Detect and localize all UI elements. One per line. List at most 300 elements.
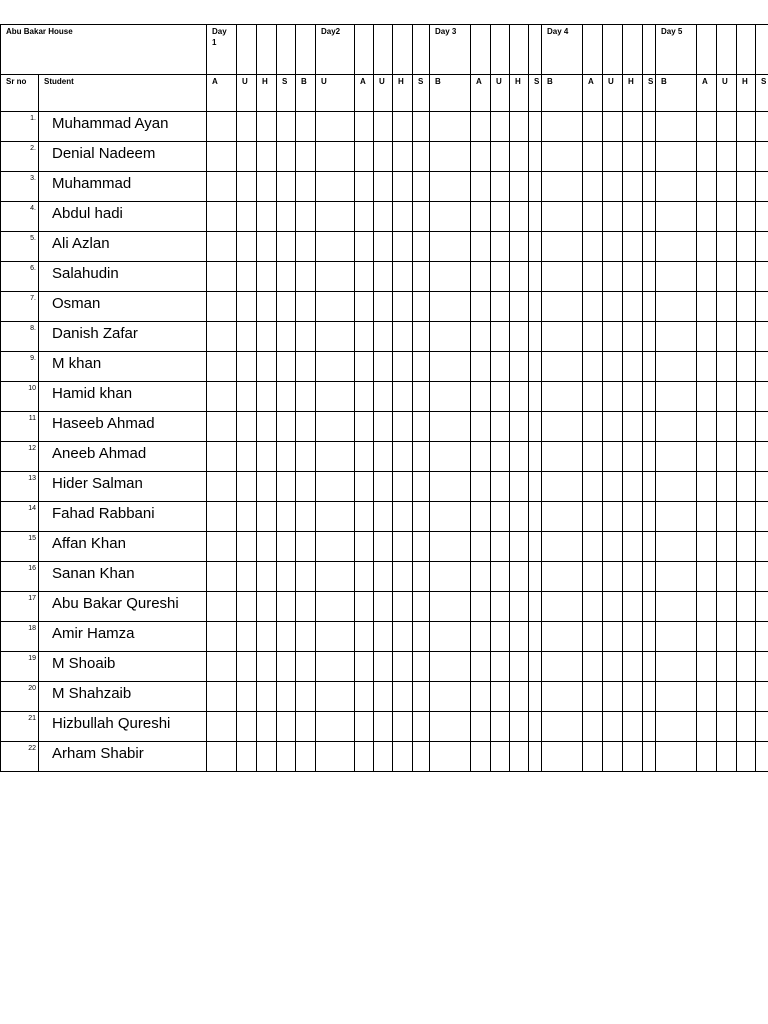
attendance-cell[interactable] — [510, 652, 529, 682]
attendance-cell[interactable] — [656, 712, 697, 742]
attendance-cell[interactable] — [491, 532, 510, 562]
attendance-cell[interactable] — [737, 232, 756, 262]
attendance-cell[interactable] — [430, 172, 471, 202]
attendance-cell[interactable] — [603, 262, 623, 292]
attendance-cell[interactable] — [510, 532, 529, 562]
attendance-cell[interactable] — [529, 592, 542, 622]
attendance-cell[interactable] — [237, 682, 257, 712]
attendance-cell[interactable] — [717, 532, 737, 562]
attendance-cell[interactable] — [491, 292, 510, 322]
attendance-cell[interactable] — [207, 412, 237, 442]
attendance-cell[interactable] — [207, 172, 237, 202]
attendance-cell[interactable] — [583, 532, 603, 562]
attendance-cell[interactable] — [393, 502, 413, 532]
attendance-cell[interactable] — [491, 652, 510, 682]
attendance-cell[interactable] — [491, 352, 510, 382]
attendance-cell[interactable] — [643, 232, 656, 262]
attendance-cell[interactable] — [237, 622, 257, 652]
attendance-cell[interactable] — [656, 232, 697, 262]
attendance-cell[interactable] — [237, 502, 257, 532]
attendance-cell[interactable] — [471, 262, 491, 292]
attendance-cell[interactable] — [717, 502, 737, 532]
attendance-cell[interactable] — [756, 142, 768, 172]
attendance-cell[interactable] — [374, 532, 393, 562]
attendance-cell[interactable] — [697, 712, 717, 742]
attendance-cell[interactable] — [316, 322, 355, 352]
attendance-cell[interactable] — [623, 442, 643, 472]
attendance-cell[interactable] — [257, 202, 277, 232]
attendance-cell[interactable] — [237, 322, 257, 352]
attendance-cell[interactable] — [491, 262, 510, 292]
attendance-cell[interactable] — [491, 232, 510, 262]
attendance-cell[interactable] — [277, 502, 296, 532]
attendance-cell[interactable] — [374, 622, 393, 652]
attendance-cell[interactable] — [717, 742, 737, 772]
attendance-cell[interactable] — [603, 232, 623, 262]
attendance-cell[interactable] — [374, 742, 393, 772]
attendance-cell[interactable] — [623, 172, 643, 202]
attendance-cell[interactable] — [413, 502, 430, 532]
attendance-cell[interactable] — [583, 412, 603, 442]
attendance-cell[interactable] — [717, 262, 737, 292]
attendance-cell[interactable] — [374, 232, 393, 262]
attendance-cell[interactable] — [510, 172, 529, 202]
attendance-cell[interactable] — [643, 742, 656, 772]
attendance-cell[interactable] — [430, 412, 471, 442]
attendance-cell[interactable] — [656, 682, 697, 712]
attendance-cell[interactable] — [316, 442, 355, 472]
attendance-cell[interactable] — [529, 682, 542, 712]
attendance-cell[interactable] — [643, 652, 656, 682]
attendance-cell[interactable] — [542, 112, 583, 142]
attendance-cell[interactable] — [623, 262, 643, 292]
attendance-cell[interactable] — [510, 742, 529, 772]
attendance-cell[interactable] — [471, 202, 491, 232]
attendance-cell[interactable] — [237, 172, 257, 202]
attendance-cell[interactable] — [430, 442, 471, 472]
attendance-cell[interactable] — [471, 652, 491, 682]
attendance-cell[interactable] — [471, 352, 491, 382]
attendance-cell[interactable] — [697, 202, 717, 232]
attendance-cell[interactable] — [529, 292, 542, 322]
attendance-cell[interactable] — [207, 562, 237, 592]
attendance-cell[interactable] — [355, 502, 374, 532]
attendance-cell[interactable] — [510, 562, 529, 592]
attendance-cell[interactable] — [471, 472, 491, 502]
attendance-cell[interactable] — [430, 652, 471, 682]
attendance-cell[interactable] — [277, 172, 296, 202]
attendance-cell[interactable] — [237, 262, 257, 292]
attendance-cell[interactable] — [471, 442, 491, 472]
attendance-cell[interactable] — [756, 682, 768, 712]
attendance-cell[interactable] — [355, 412, 374, 442]
attendance-cell[interactable] — [603, 472, 623, 502]
attendance-cell[interactable] — [491, 472, 510, 502]
attendance-cell[interactable] — [393, 622, 413, 652]
attendance-cell[interactable] — [542, 292, 583, 322]
attendance-cell[interactable] — [393, 292, 413, 322]
attendance-cell[interactable] — [737, 112, 756, 142]
attendance-cell[interactable] — [393, 382, 413, 412]
attendance-cell[interactable] — [237, 142, 257, 172]
attendance-cell[interactable] — [413, 472, 430, 502]
attendance-cell[interactable] — [529, 202, 542, 232]
attendance-cell[interactable] — [510, 322, 529, 352]
attendance-cell[interactable] — [296, 412, 316, 442]
attendance-cell[interactable] — [491, 592, 510, 622]
attendance-cell[interactable] — [430, 292, 471, 322]
attendance-cell[interactable] — [207, 472, 237, 502]
attendance-cell[interactable] — [355, 742, 374, 772]
attendance-cell[interactable] — [413, 232, 430, 262]
attendance-cell[interactable] — [355, 262, 374, 292]
attendance-cell[interactable] — [737, 532, 756, 562]
attendance-cell[interactable] — [623, 382, 643, 412]
attendance-cell[interactable] — [257, 442, 277, 472]
attendance-cell[interactable] — [296, 742, 316, 772]
attendance-cell[interactable] — [413, 592, 430, 622]
attendance-cell[interactable] — [355, 382, 374, 412]
attendance-cell[interactable] — [697, 262, 717, 292]
attendance-cell[interactable] — [737, 142, 756, 172]
attendance-cell[interactable] — [583, 622, 603, 652]
attendance-cell[interactable] — [737, 592, 756, 622]
attendance-cell[interactable] — [756, 502, 768, 532]
attendance-cell[interactable] — [393, 592, 413, 622]
attendance-cell[interactable] — [756, 172, 768, 202]
attendance-cell[interactable] — [413, 652, 430, 682]
attendance-cell[interactable] — [374, 202, 393, 232]
attendance-cell[interactable] — [656, 592, 697, 622]
attendance-cell[interactable] — [697, 562, 717, 592]
attendance-cell[interactable] — [491, 682, 510, 712]
attendance-cell[interactable] — [374, 442, 393, 472]
attendance-cell[interactable] — [491, 622, 510, 652]
attendance-cell[interactable] — [257, 262, 277, 292]
attendance-cell[interactable] — [583, 652, 603, 682]
attendance-cell[interactable] — [355, 592, 374, 622]
attendance-cell[interactable] — [257, 592, 277, 622]
attendance-cell[interactable] — [207, 112, 237, 142]
attendance-cell[interactable] — [296, 442, 316, 472]
attendance-cell[interactable] — [623, 232, 643, 262]
attendance-cell[interactable] — [430, 112, 471, 142]
attendance-cell[interactable] — [374, 592, 393, 622]
attendance-cell[interactable] — [374, 112, 393, 142]
attendance-cell[interactable] — [529, 412, 542, 442]
attendance-cell[interactable] — [296, 232, 316, 262]
attendance-cell[interactable] — [237, 352, 257, 382]
attendance-cell[interactable] — [737, 502, 756, 532]
attendance-cell[interactable] — [737, 622, 756, 652]
attendance-cell[interactable] — [643, 142, 656, 172]
attendance-cell[interactable] — [491, 412, 510, 442]
attendance-cell[interactable] — [316, 562, 355, 592]
attendance-cell[interactable] — [374, 412, 393, 442]
attendance-cell[interactable] — [413, 562, 430, 592]
attendance-cell[interactable] — [623, 712, 643, 742]
attendance-cell[interactable] — [374, 712, 393, 742]
attendance-cell[interactable] — [257, 142, 277, 172]
attendance-cell[interactable] — [430, 232, 471, 262]
attendance-cell[interactable] — [237, 442, 257, 472]
attendance-cell[interactable] — [510, 112, 529, 142]
attendance-cell[interactable] — [737, 262, 756, 292]
attendance-cell[interactable] — [207, 202, 237, 232]
attendance-cell[interactable] — [656, 472, 697, 502]
attendance-cell[interactable] — [355, 652, 374, 682]
attendance-cell[interactable] — [529, 652, 542, 682]
attendance-cell[interactable] — [393, 202, 413, 232]
attendance-cell[interactable] — [756, 232, 768, 262]
attendance-cell[interactable] — [316, 652, 355, 682]
attendance-cell[interactable] — [393, 412, 413, 442]
attendance-cell[interactable] — [697, 502, 717, 532]
attendance-cell[interactable] — [374, 142, 393, 172]
attendance-cell[interactable] — [257, 382, 277, 412]
attendance-cell[interactable] — [277, 652, 296, 682]
attendance-cell[interactable] — [542, 712, 583, 742]
attendance-cell[interactable] — [316, 262, 355, 292]
attendance-cell[interactable] — [756, 292, 768, 322]
attendance-cell[interactable] — [603, 742, 623, 772]
attendance-cell[interactable] — [583, 202, 603, 232]
attendance-cell[interactable] — [697, 232, 717, 262]
attendance-cell[interactable] — [623, 682, 643, 712]
attendance-cell[interactable] — [491, 562, 510, 592]
attendance-cell[interactable] — [296, 142, 316, 172]
attendance-cell[interactable] — [583, 112, 603, 142]
attendance-cell[interactable] — [413, 532, 430, 562]
attendance-cell[interactable] — [296, 682, 316, 712]
attendance-cell[interactable] — [542, 442, 583, 472]
attendance-cell[interactable] — [355, 532, 374, 562]
attendance-cell[interactable] — [756, 652, 768, 682]
attendance-cell[interactable] — [697, 412, 717, 442]
attendance-cell[interactable] — [643, 442, 656, 472]
attendance-cell[interactable] — [717, 652, 737, 682]
attendance-cell[interactable] — [717, 682, 737, 712]
attendance-cell[interactable] — [643, 112, 656, 142]
attendance-cell[interactable] — [542, 592, 583, 622]
attendance-cell[interactable] — [697, 652, 717, 682]
attendance-cell[interactable] — [277, 412, 296, 442]
attendance-cell[interactable] — [491, 112, 510, 142]
attendance-cell[interactable] — [656, 292, 697, 322]
attendance-cell[interactable] — [413, 742, 430, 772]
attendance-cell[interactable] — [277, 322, 296, 352]
attendance-cell[interactable] — [413, 412, 430, 442]
attendance-cell[interactable] — [583, 142, 603, 172]
attendance-cell[interactable] — [393, 172, 413, 202]
attendance-cell[interactable] — [717, 292, 737, 322]
attendance-cell[interactable] — [471, 502, 491, 532]
attendance-cell[interactable] — [471, 622, 491, 652]
attendance-cell[interactable] — [491, 142, 510, 172]
attendance-cell[interactable] — [316, 682, 355, 712]
attendance-cell[interactable] — [529, 262, 542, 292]
attendance-cell[interactable] — [471, 322, 491, 352]
attendance-cell[interactable] — [756, 412, 768, 442]
attendance-cell[interactable] — [430, 502, 471, 532]
attendance-cell[interactable] — [257, 502, 277, 532]
attendance-cell[interactable] — [583, 172, 603, 202]
attendance-cell[interactable] — [643, 322, 656, 352]
attendance-cell[interactable] — [643, 562, 656, 592]
attendance-cell[interactable] — [430, 682, 471, 712]
attendance-cell[interactable] — [529, 442, 542, 472]
attendance-cell[interactable] — [542, 562, 583, 592]
attendance-cell[interactable] — [316, 742, 355, 772]
attendance-cell[interactable] — [542, 742, 583, 772]
attendance-cell[interactable] — [603, 322, 623, 352]
attendance-cell[interactable] — [656, 622, 697, 652]
attendance-cell[interactable] — [656, 202, 697, 232]
attendance-cell[interactable] — [510, 622, 529, 652]
attendance-cell[interactable] — [697, 292, 717, 322]
attendance-cell[interactable] — [756, 112, 768, 142]
attendance-cell[interactable] — [296, 622, 316, 652]
attendance-cell[interactable] — [603, 202, 623, 232]
attendance-cell[interactable] — [756, 472, 768, 502]
attendance-cell[interactable] — [355, 202, 374, 232]
attendance-cell[interactable] — [542, 352, 583, 382]
attendance-cell[interactable] — [717, 562, 737, 592]
attendance-cell[interactable] — [623, 322, 643, 352]
attendance-cell[interactable] — [316, 412, 355, 442]
attendance-cell[interactable] — [643, 502, 656, 532]
attendance-cell[interactable] — [529, 232, 542, 262]
attendance-cell[interactable] — [277, 202, 296, 232]
attendance-cell[interactable] — [393, 652, 413, 682]
attendance-cell[interactable] — [542, 382, 583, 412]
attendance-cell[interactable] — [296, 172, 316, 202]
attendance-cell[interactable] — [413, 682, 430, 712]
attendance-cell[interactable] — [393, 112, 413, 142]
attendance-cell[interactable] — [603, 112, 623, 142]
attendance-cell[interactable] — [717, 622, 737, 652]
attendance-cell[interactable] — [491, 712, 510, 742]
attendance-cell[interactable] — [237, 472, 257, 502]
attendance-cell[interactable] — [603, 172, 623, 202]
attendance-cell[interactable] — [413, 202, 430, 232]
attendance-cell[interactable] — [643, 682, 656, 712]
attendance-cell[interactable] — [717, 172, 737, 202]
attendance-cell[interactable] — [471, 382, 491, 412]
attendance-cell[interactable] — [277, 232, 296, 262]
attendance-cell[interactable] — [623, 562, 643, 592]
attendance-cell[interactable] — [737, 442, 756, 472]
attendance-cell[interactable] — [583, 682, 603, 712]
attendance-cell[interactable] — [316, 502, 355, 532]
attendance-cell[interactable] — [756, 742, 768, 772]
attendance-cell[interactable] — [756, 442, 768, 472]
attendance-cell[interactable] — [603, 532, 623, 562]
attendance-cell[interactable] — [296, 292, 316, 322]
attendance-cell[interactable] — [583, 442, 603, 472]
attendance-cell[interactable] — [656, 652, 697, 682]
attendance-cell[interactable] — [510, 292, 529, 322]
attendance-cell[interactable] — [316, 592, 355, 622]
attendance-cell[interactable] — [207, 262, 237, 292]
attendance-cell[interactable] — [756, 352, 768, 382]
attendance-cell[interactable] — [257, 622, 277, 652]
attendance-cell[interactable] — [717, 592, 737, 622]
attendance-cell[interactable] — [529, 712, 542, 742]
attendance-cell[interactable] — [257, 412, 277, 442]
attendance-cell[interactable] — [374, 502, 393, 532]
attendance-cell[interactable] — [237, 412, 257, 442]
attendance-cell[interactable] — [529, 142, 542, 172]
attendance-cell[interactable] — [643, 202, 656, 232]
attendance-cell[interactable] — [643, 622, 656, 652]
attendance-cell[interactable] — [257, 682, 277, 712]
attendance-cell[interactable] — [603, 682, 623, 712]
attendance-cell[interactable] — [697, 352, 717, 382]
attendance-cell[interactable] — [296, 112, 316, 142]
attendance-cell[interactable] — [277, 682, 296, 712]
attendance-cell[interactable] — [296, 382, 316, 412]
attendance-cell[interactable] — [257, 292, 277, 322]
attendance-cell[interactable] — [471, 412, 491, 442]
attendance-cell[interactable] — [277, 262, 296, 292]
attendance-cell[interactable] — [603, 652, 623, 682]
attendance-cell[interactable] — [717, 712, 737, 742]
attendance-cell[interactable] — [374, 352, 393, 382]
attendance-cell[interactable] — [430, 352, 471, 382]
attendance-cell[interactable] — [430, 382, 471, 412]
attendance-cell[interactable] — [207, 232, 237, 262]
attendance-cell[interactable] — [355, 352, 374, 382]
attendance-cell[interactable] — [510, 712, 529, 742]
attendance-cell[interactable] — [471, 592, 491, 622]
attendance-cell[interactable] — [316, 472, 355, 502]
attendance-cell[interactable] — [237, 712, 257, 742]
attendance-cell[interactable] — [623, 112, 643, 142]
attendance-cell[interactable] — [237, 382, 257, 412]
attendance-cell[interactable] — [529, 532, 542, 562]
attendance-cell[interactable] — [623, 202, 643, 232]
attendance-cell[interactable] — [393, 742, 413, 772]
attendance-cell[interactable] — [430, 712, 471, 742]
attendance-cell[interactable] — [207, 742, 237, 772]
attendance-cell[interactable] — [756, 262, 768, 292]
attendance-cell[interactable] — [643, 592, 656, 622]
attendance-cell[interactable] — [471, 292, 491, 322]
attendance-cell[interactable] — [471, 532, 491, 562]
attendance-cell[interactable] — [656, 532, 697, 562]
attendance-cell[interactable] — [510, 682, 529, 712]
attendance-cell[interactable] — [316, 232, 355, 262]
attendance-cell[interactable] — [542, 532, 583, 562]
attendance-cell[interactable] — [471, 142, 491, 172]
attendance-cell[interactable] — [430, 742, 471, 772]
attendance-cell[interactable] — [393, 682, 413, 712]
attendance-cell[interactable] — [430, 142, 471, 172]
attendance-cell[interactable] — [697, 172, 717, 202]
attendance-cell[interactable] — [393, 322, 413, 352]
attendance-cell[interactable] — [737, 202, 756, 232]
attendance-cell[interactable] — [510, 202, 529, 232]
attendance-cell[interactable] — [413, 442, 430, 472]
attendance-cell[interactable] — [717, 112, 737, 142]
attendance-cell[interactable] — [207, 622, 237, 652]
attendance-cell[interactable] — [697, 532, 717, 562]
attendance-cell[interactable] — [237, 202, 257, 232]
attendance-cell[interactable] — [277, 562, 296, 592]
attendance-cell[interactable] — [237, 652, 257, 682]
attendance-cell[interactable] — [583, 262, 603, 292]
